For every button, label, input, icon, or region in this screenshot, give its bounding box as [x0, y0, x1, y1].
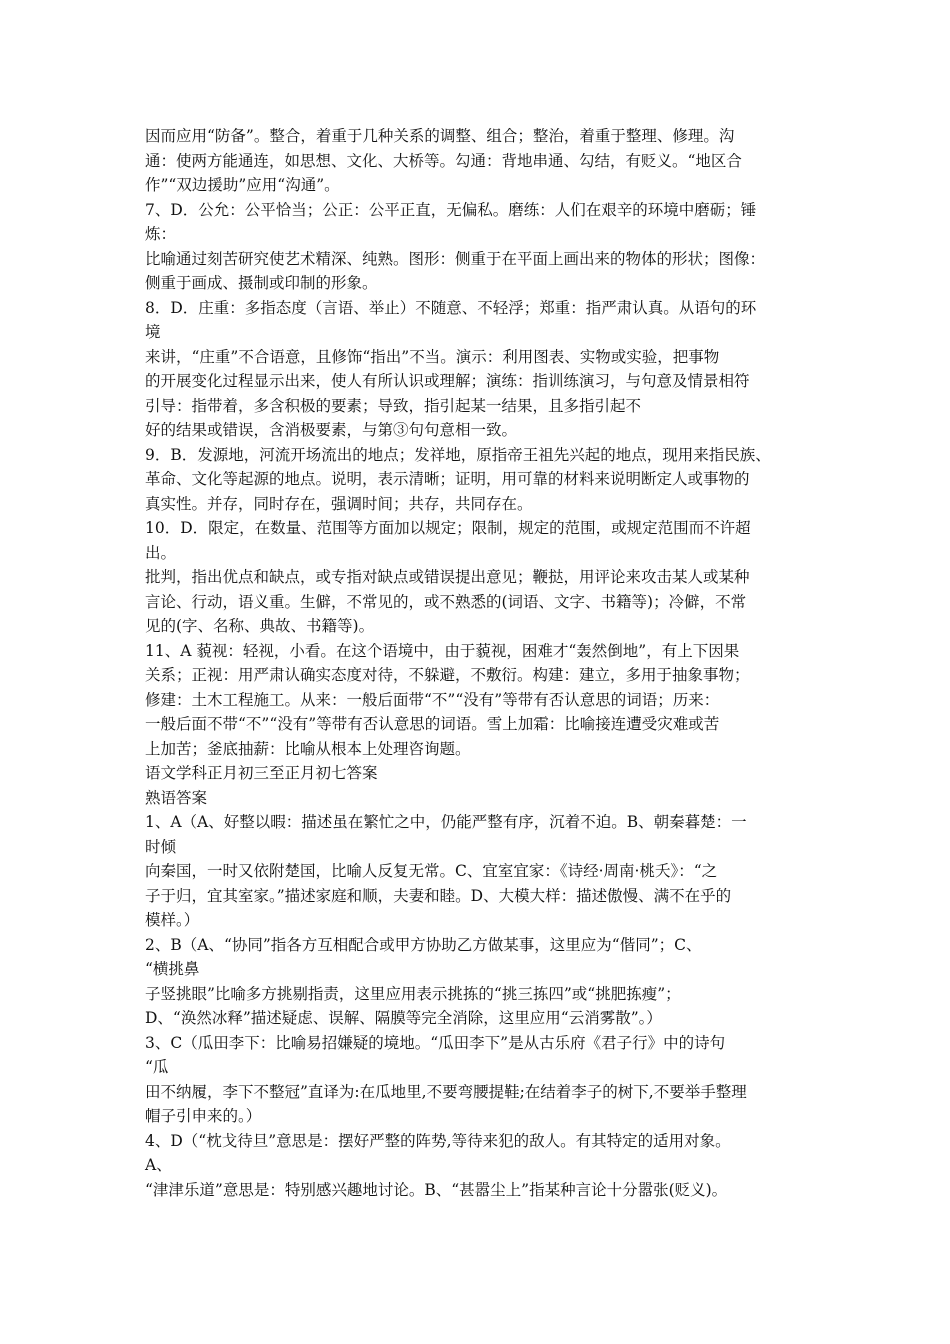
text-line-3: 作”“双边援助”应用“沟通”。	[145, 176, 340, 194]
text-line-9: 境	[145, 323, 161, 341]
text-line-13: 好的结果或错误，含消极要素，与第③句句意相一致。	[145, 421, 518, 439]
text-line-15: 革命、文化等起源的地点。说明，表示清晰；证明，用可靠的材料来说明断定人或事物的	[145, 470, 750, 488]
text-line-35: “横挑鼻	[145, 960, 200, 978]
text-line-41: 帽子引申来的。）	[145, 1107, 262, 1125]
text-line-25: 一般后面不带“不”“没有”等带有否认意思的词语。雪上加霜：比喻接连遭受灾难或苦	[145, 715, 720, 733]
text-line-6: 比喻通过刻苦研究使艺术精深、纯熟。图形：侧重于在平面上画出来的物体的形状；图像：	[145, 249, 766, 268]
text-line-17: 10．D．限定，在数量、范围等方面加以规定；限制，规定的范围，或规定范围而不许超	[145, 519, 751, 537]
text-line-11: 的开展变化过程显示出来，使人有所认识或理解；演练：指训练演习，与句意及情景相符	[145, 372, 750, 390]
text-line-5: 炼：	[145, 225, 177, 243]
text-line-8: 8．D．庄重：多指态度（言语、举止）不随意、不轻浮；郑重：指严肃认真。从语句的环	[145, 298, 757, 317]
text-line-30: 时倾	[145, 837, 177, 856]
text-line-36: 子竖挑眼”比喻多方挑剔指责，这里应用表示挑拣的“挑三拣四”或“挑肥拣瘦”；	[145, 984, 681, 1003]
text-line-14: 9．B．发源地，河流开场流出的地点；发祥地，原指帝王祖先兴起的地点，现用来指民族、	[145, 445, 771, 464]
text-line-16: 真实性。并存，同时存在，强调时间；共存，共同存在。	[145, 494, 533, 513]
text-line-44: “津津乐道”意思是：特别感兴趣地讨论。B、“甚嚣尘上”指某种言论十分嚣张(贬义)。	[145, 1180, 728, 1199]
text-line-33: 模样。）	[145, 911, 200, 929]
text-line-12: 引导：指带着，多含积极的要素；导致，指引起某一结果，且多指引起不	[145, 396, 642, 415]
text-line-34: 2、B（A、“协同”指各方互相配合或甲方协助乙方做某事，这里应为“偕同”；C、	[145, 935, 702, 954]
text-line-19: 批判，指出优点和缺点，或专指对缺点或错误提出意见；鞭挞，用评论来攻击某人或某种	[145, 568, 750, 586]
text-line-43: A、	[145, 1156, 172, 1174]
text-line-22: 11、A 藐视：轻视，小看。在这个语境中，由于藐视，困难才“轰然倒地”，有上下因果	[145, 641, 740, 660]
text-line-29: 1、A（A、好整以暇：描述虽在繁忙之中，仍能严整有序，沉着不迫。B、朝秦暮楚：一	[145, 813, 747, 831]
section-heading-answers: 语文学科正月初三至正月初七答案	[145, 764, 378, 782]
document-body	[145, 124, 813, 1202]
text-line-32: 子于归，宜其室家。”描述家庭和顺，夫妻和睦。D、大模大样：描述傲慢、满不在乎的	[145, 886, 732, 905]
text-line-10: 来讲，“庄重”不合语意，且修饰“指出”不当。演示：利用图表、实物或实验，把事物	[145, 347, 720, 366]
text-line-26: 上加苦；釜底抽薪：比喻从根本上处理咨询题。	[145, 739, 471, 758]
text-line-31: 向秦国，一时又依附楚国，比喻人反复无常。C、宜室宜家：《诗经·周南·桃夭》：“之	[145, 862, 718, 880]
text-line-2: 通：使两方能通连，如思想、文化、大桥等。勾通：背地串通、勾结，有贬义。“地区合	[145, 151, 742, 170]
text-line-7: 侧重于画成、摄制或印制的形象。	[145, 274, 378, 292]
text-line-40: 田不纳履，李下不整冠”直译为:在瓜地里,不要弯腰提鞋;在结着李子的树下,不要举手整理	[145, 1082, 747, 1101]
text-line-18: 出。	[145, 543, 177, 562]
text-line-42: 4、D（“枕戈待旦”意思是：摆好严整的阵势,等待来犯的敌人。有其特定的适用对象。	[145, 1131, 731, 1150]
text-line-24: 修建：土木工程施工。从来：一般后面带“不”“没有”等带有否认意思的词语；历来：	[145, 690, 720, 709]
text-line-20: 言论、行动，语义重。生僻，不常见的，或不熟悉的(词语、文字、书籍等)；冷僻，不常	[145, 592, 747, 611]
text-line-39: “瓜	[145, 1058, 169, 1076]
text-line-1: 因而应用“防备”。整合，着重于几种关系的调整、组合；整治，着重于整理、修理。沟	[145, 127, 735, 145]
text-line-23: 关系；正视：用严肃认确实态度对待，不躲避，不敷衍。构建：建立，多用于抽象事物；	[145, 666, 750, 684]
text-line-38: 3、C（瓜田李下：比喻易招嫌疑的境地。“瓜田李下”是从古乐府《君子行》中的诗句	[145, 1033, 726, 1052]
section-heading-idioms: 熟语答案	[145, 788, 208, 807]
text-line-4: 7、D．公允：公平恰当；公正：公平正直，无偏私。磨练：人们在艰辛的环境中磨砺；锤	[145, 200, 757, 219]
text-line-37: D、“涣然冰释”描述疑虑、误解、隔膜等完全消除，这里应用“云消雾散”。）	[145, 1009, 662, 1027]
text-line-21: 见的(字、名称、典故、书籍等)。	[145, 617, 375, 635]
